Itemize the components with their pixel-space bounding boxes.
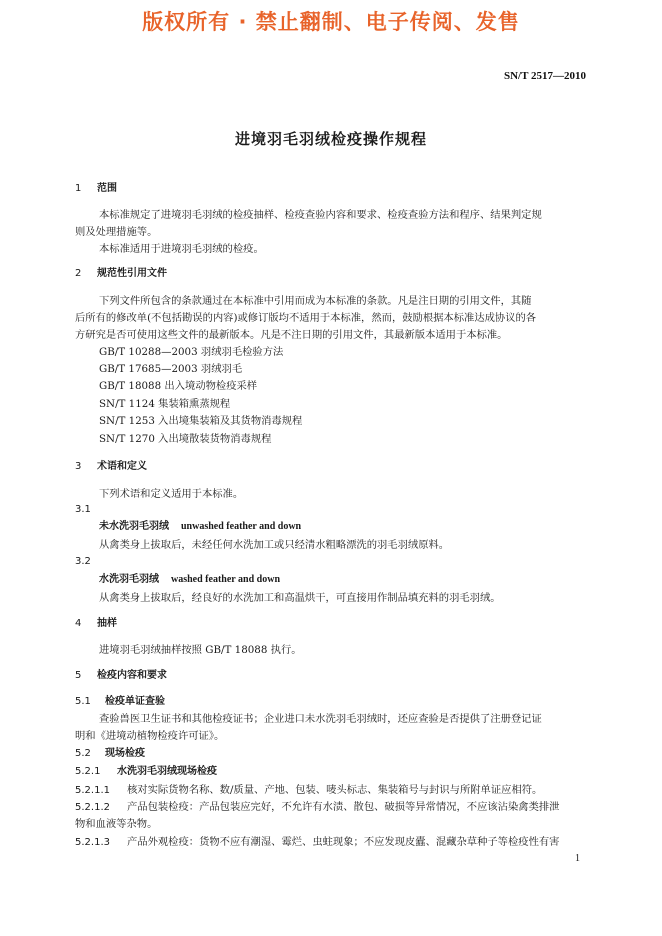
term-number: 3.1 — [75, 504, 91, 515]
watermark-banner: 版权所有 · 禁止翻制、电子传阅、发售 — [142, 10, 520, 34]
paragraph: 下列文件所包含的条款通过在本标准中引用而成为本标准的条款。凡是注日期的引用文件，其随 — [99, 295, 532, 307]
reference-item: GB/T 18088 出入境动物检疫采样 — [99, 380, 258, 392]
term-title: 水洗羽毛羽绒 washed feather and down — [99, 574, 280, 585]
paragraph: 下列术语和定义适用于本标准。 — [99, 488, 244, 500]
clause-5-2-1-3: 5.2.1.3 产品外观检疫：货物不应有潮湿、霉烂、虫蛀现象；不应发现皮蠹、混藏杂草种子等检疫性有害 — [75, 836, 560, 848]
section-heading-2: 2 规范性引用文件 — [75, 268, 167, 279]
clause-5-2-1-2: 5.2.1.2 产品包装检疫：产品包装应完好，不允许有水渍、散包、破损等异常情况，不应该沾染禽类排泄 — [75, 801, 560, 813]
paragraph: 进境羽毛羽绒抽样按照 GB/T 18088 执行。 — [99, 644, 302, 656]
paragraph: 本标准适用于进境羽毛羽绒的检疫。 — [99, 243, 264, 255]
term-number: 3.2 — [75, 556, 91, 567]
section-heading-1: 1 范围 — [75, 183, 117, 194]
term-definition: 从禽类身上拔取后，经良好的水洗加工和高温烘干，可直接用作制品填充料的羽毛羽绒。 — [99, 592, 501, 604]
term-title: 未水洗羽毛羽绒 unwashed feather and down — [99, 521, 302, 532]
reference-item: SN/T 1253 入出境集装箱及其货物消毒规程 — [99, 415, 303, 427]
section-heading-3: 3 术语和定义 — [75, 461, 147, 472]
reference-item: GB/T 17685—2003 羽绒羽毛 — [99, 363, 243, 375]
paragraph: 本标准规定了进境羽毛羽绒的检疫抽样、检疫查验内容和要求、检疫查验方法和程序、结果判定规 — [99, 209, 542, 221]
document-title: 进境羽毛羽绒检疫操作规程 — [234, 130, 427, 148]
paragraph: 查验兽医卫生证书和其他检疫证书；企业进口未水洗羽毛羽绒时，还应查验是否提供了注册登记证 — [99, 713, 542, 725]
subsection-heading-5-2-1: 5.2.1 水洗羽毛羽绒现场检疫 — [75, 766, 217, 777]
subsection-heading-5-1: 5.1 检疫单证查验 — [75, 696, 165, 707]
standard-code: SN/T 2517—2010 — [503, 70, 586, 82]
paragraph: 则及处理措施等。 — [75, 226, 158, 238]
clause-5-2-1-1: 5.2.1.1 核对实际货物名称、数/质量、产地、包装、唛头标志、集装箱号与封识与所附单证应相符。 — [75, 784, 543, 796]
page-number: 1 — [575, 853, 580, 864]
section-heading-4: 4 抽样 — [75, 618, 117, 629]
term-definition: 从禽类身上拔取后，未经任何水洗加工或只经清水粗略漂洗的羽毛羽绒原料。 — [99, 539, 450, 551]
paragraph: 后所有的修改单(不包括勘误的内容)或修订版均不适用于本标准，然而，鼓励根据本标准达成协议的各 — [75, 312, 537, 324]
paragraph: 物和血液等杂物。 — [75, 818, 158, 830]
paragraph: 方研究是否可使用这些文件的最新版本。凡是不注日期的引用文件，其最新版本适用于本标准。 — [75, 329, 508, 341]
reference-item: GB/T 10288—2003 羽绒羽毛检验方法 — [99, 346, 284, 358]
subsection-heading-5-2: 5.2 现场检疫 — [75, 748, 145, 759]
reference-item: SN/T 1270 入出境散装货物消毒规程 — [99, 433, 272, 445]
paragraph: 明和《进境动植物检疫许可证》。 — [75, 730, 225, 742]
reference-item: SN/T 1124 集装箱熏蒸规程 — [99, 398, 231, 410]
section-heading-5: 5 检疫内容和要求 — [75, 670, 167, 681]
